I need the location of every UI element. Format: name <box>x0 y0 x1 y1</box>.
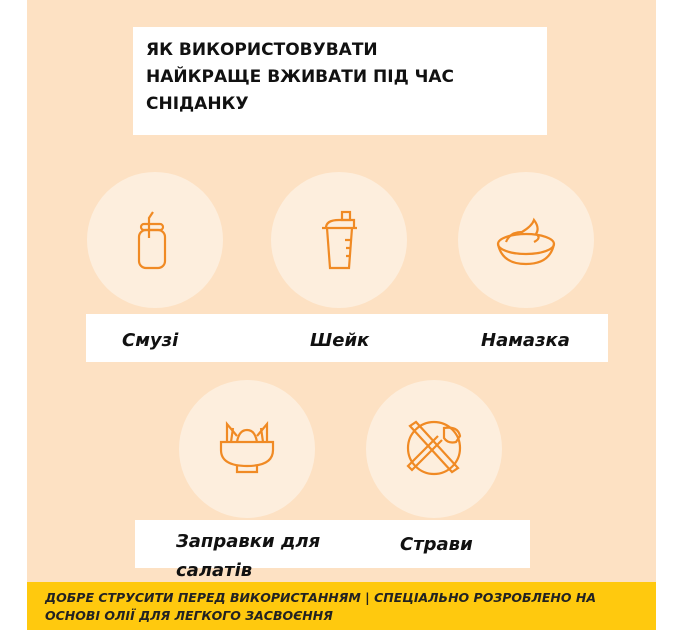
label-shake: Шейк <box>310 330 370 351</box>
dish-circle <box>366 380 502 518</box>
spread-circle <box>458 172 594 308</box>
label-spread: Намазка <box>481 330 570 351</box>
smoothie-jar-icon <box>125 210 185 270</box>
salad-bowl-icon <box>217 416 277 476</box>
shake-circle <box>271 172 407 308</box>
title-line-2: НАЙКРАЩЕ ВЖИВАТИ ПІД ЧАС <box>146 67 455 87</box>
info-banner <box>27 582 656 630</box>
label-dishes: Страви <box>400 534 473 555</box>
label-salad-dressing: Заправки для салатів <box>176 531 321 581</box>
spread-bowl-icon <box>496 210 556 270</box>
shaker-cup-icon <box>309 210 369 270</box>
salad-circle <box>179 380 315 518</box>
title-line-1: ЯК ВИКОРИСТОВУВАТИ <box>146 40 378 60</box>
plate-cutlery-icon <box>404 416 464 476</box>
title-box <box>133 27 547 135</box>
title-line-3: СНІДАНКУ <box>146 94 249 114</box>
smoothie-circle <box>87 172 223 308</box>
label-smoothie: Смузі <box>122 330 179 351</box>
banner-text: ДОБРЕ СТРУСИТИ ПЕРЕД ВИКОРИСТАННЯМ | СПЕЦІАЛЬНО РОЗРОБЛЕНО НА ОСНОВІ ОЛІЇ ДЛЯ ЛЕГКОГО ЗАСВОЄННЯ <box>45 590 597 623</box>
